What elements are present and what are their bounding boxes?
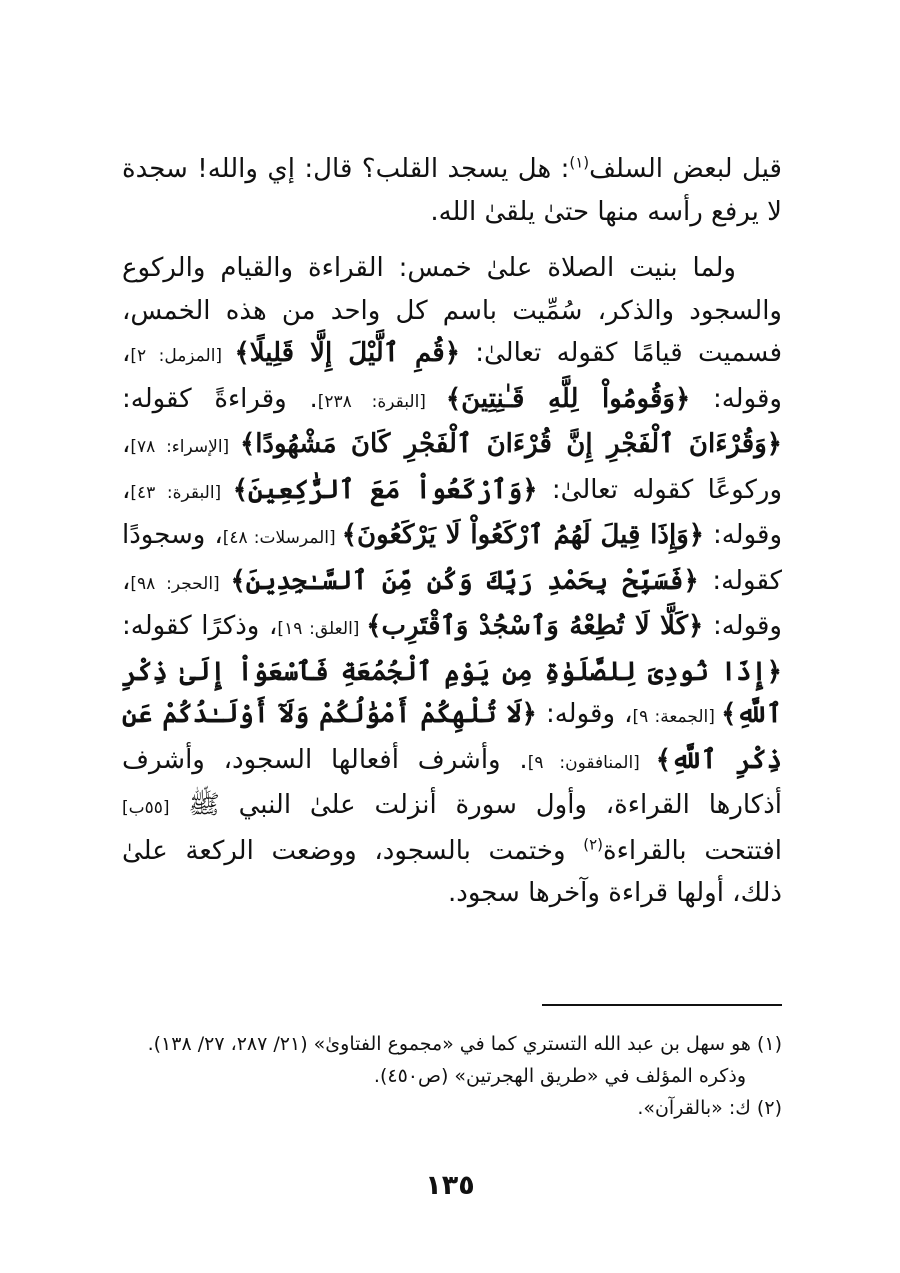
paragraph-2 xyxy=(122,247,782,915)
quran-quote-5: ﴿وَإِذَا قِيلَ لَهُمُ ٱرْكَعُواْ لَا يَرْكَعُونَ﴾ xyxy=(341,520,704,550)
surah-reference-8: [الجمعة: ٩] xyxy=(632,707,722,727)
quran-quote-9: ﴿لَا تُلْهِكُمْ أَمْوَٰلُكُمْ وَلَآ أَوْلَـٰدُكُمْ عَن ذِكْرِ ٱللَّهِ﴾ xyxy=(122,699,782,775)
paragraph-1 xyxy=(122,148,782,233)
text-run: افتتحت بالقراءة xyxy=(603,835,782,866)
footnote-1-continuation: وذكره المؤلف في «طريق الهجرتين» (ص٤٥٠). xyxy=(373,1065,746,1087)
text-run: ، وركوعًا كقوله تعالىٰ: xyxy=(122,429,783,505)
footnote-marker-2: (٢) xyxy=(583,834,604,853)
text-run: ، وقوله: xyxy=(536,699,633,729)
text-run: ولما بنيت الصلاة علىٰ خمس: القراءة والقيام والركوع والسجود والذكر، سُمِّيت باسم كل واحد من هذه الخمس، فسميت قيامًا كقوله تعالىٰ: xyxy=(122,253,783,368)
text-run: . وأشرف أفعالها السجود، وأشرف أذكارها القراءة، وأول سورة أنزلت علىٰ النبي ﷺ xyxy=(122,744,782,820)
surah-reference-7: [العلق: ١٩] xyxy=(277,619,367,639)
text-run: وختمت بالسجود، ووضعت الركعة علىٰ ذلك، أولها قراءة وآخرها سجود. xyxy=(122,835,782,908)
surah-reference-3: [الإسراء: ٧٨] xyxy=(130,437,240,457)
quran-quote-1: ﴿قُمِ ٱلَّيْلَ إِلَّا قَلِيلًا﴾ xyxy=(234,338,460,368)
footnote-2: (٢) ك: «بالقرآن». xyxy=(637,1097,782,1119)
surah-reference-9: [المنافقون: ٩] xyxy=(527,752,656,773)
quran-quote-6: ﴿فَسَبِّحْ بِحَمْدِ رَبِّكَ وَكُن مِّنَ ٱلسَّـٰجِدِينَ﴾ xyxy=(230,565,699,596)
text-run: ، وذكرًا كقوله: xyxy=(122,611,278,641)
surah-reference-2: [البقرة: ٢٣٨] xyxy=(317,391,446,412)
text-run: ، وقوله: xyxy=(122,338,782,414)
footnote-1: (١) هو سهل بن عبد الله التستري كما في «مجموع الفتاوىٰ» (٢١/ ٢٨٧، ٢٧/ ١٣٨). xyxy=(147,1033,782,1055)
quran-quote-7: ﴿كَلَّا لَا تُطِعْهُ وَٱسْجُدْ وَٱقْتَرِب﴾ xyxy=(366,611,704,641)
page-number: ١٣٥ xyxy=(425,1170,475,1201)
text-run: ، وقوله: xyxy=(122,565,782,641)
surah-reference-6: [الحجر: ٩٨] xyxy=(130,573,231,594)
footnotes xyxy=(122,1028,782,1124)
text-run: : هل يسجد القلب؟ قال: إي والله! سجدة لا يرفع رأسه منها حتىٰ يلقىٰ الله. xyxy=(122,154,782,227)
text-run: قيل لبعض السلف xyxy=(589,154,782,184)
quran-quote-4: ﴿وَٱرْكَعُواْ مَعَ ٱلرَّٰكِعِينَ﴾ xyxy=(232,474,538,505)
quran-quote-2: ﴿وَقُومُواْ لِلَّهِ قَـٰنِتِينَ﴾ xyxy=(445,383,691,414)
surah-reference-1: [المزمل: ٢] xyxy=(130,346,235,366)
surah-reference-4: [البقرة: ٤٣] xyxy=(130,482,233,503)
surah-reference-5: [المرسلات: ٤٨] xyxy=(222,528,342,548)
text-run: ، وسجودًا كقوله: xyxy=(122,520,782,596)
text-run: ، وقوله: xyxy=(122,474,782,550)
footnote-separator xyxy=(542,1004,782,1006)
main-text xyxy=(122,148,782,929)
manuscript-folio-marker: [٥٥ب] xyxy=(122,798,170,818)
text-run: . وقراءةً كقوله: xyxy=(122,383,318,414)
quran-quote-3: ﴿وَقُرْءَانَ ٱلْفَجْرِ إِنَّ قُرْءَانَ ٱلْفَجْرِ كَانَ مَشْهُودًا﴾ xyxy=(239,429,782,459)
quran-quote-8: ﴿إِذَا نُودِىَ لِلصَّلَوٰةِ مِن يَوْمِ ٱلْجُمُعَةِ فَٱسْعَوْاْ إِلَىٰ ذِكْرِ ٱللَّهِ﴾ xyxy=(122,656,782,729)
footnote-marker-1: (١) xyxy=(569,153,590,172)
